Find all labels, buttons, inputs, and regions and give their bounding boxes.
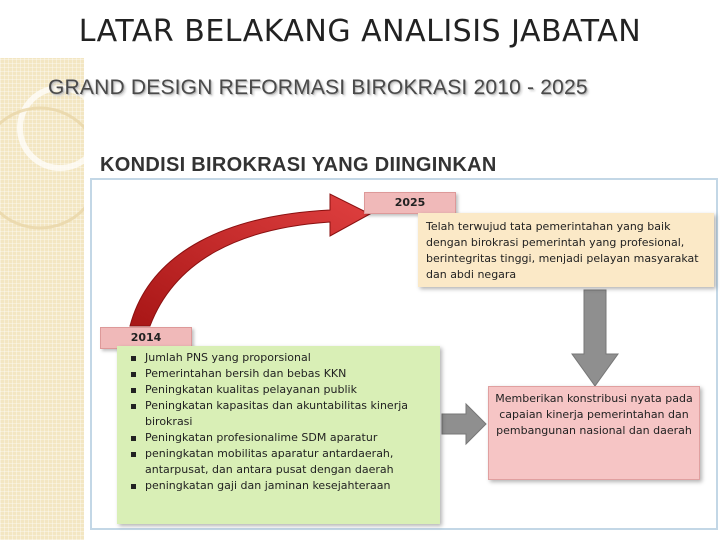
goal-box [488, 386, 700, 480]
target-2025-text: Telah terwujud tata pemerintahan yang baik dengan birokrasi pemerintah yang profesional, berintegritas tinggi, menjadi pelayan masyarakat dan abdi negara [426, 220, 699, 281]
goal-text: Memberikan konstribusi nyata pada capaian kinerja pemerintahan dan pembangunan nasional dan daerah [495, 392, 693, 437]
list-item: Pemerintahan bersih dan bebas KKN [139, 366, 432, 382]
list-item: Peningkatan kapasitas dan akuntabilitas kinerja birokrasi [139, 398, 432, 430]
section-title: KONDISI BIROKRASI YANG DIINGINKAN [100, 154, 497, 176]
slide-title: LATAR BELAKANG ANALISIS JABATAN [78, 14, 642, 49]
list-item: peningkatan mobilitas aparatur antardaerah, antarpusat, dan antara pusat dengan daerah [139, 446, 432, 478]
list-item: Peningkatan kualitas pelayanan publik [139, 382, 432, 398]
list-item: Peningkatan profesionalime SDM aparatur [139, 430, 432, 446]
list-item: peningkatan gaji dan jaminan kesejahteraan [139, 478, 432, 494]
red-curved-arrow [130, 194, 370, 326]
year-2014-tab: 2014 [100, 327, 192, 349]
target-2014-box [117, 346, 440, 524]
year-2025-tab: 2025 [364, 192, 456, 214]
target-2025-box [418, 213, 714, 287]
grey-right-arrow [442, 404, 486, 444]
list-item: Jumlah PNS yang proporsional [139, 350, 432, 366]
grey-down-arrow [572, 290, 618, 386]
slide-subtitle: GRAND DESIGN REFORMASI BIROKRASI 2010 - 2025 [48, 76, 588, 99]
target-2014-list [125, 350, 432, 494]
